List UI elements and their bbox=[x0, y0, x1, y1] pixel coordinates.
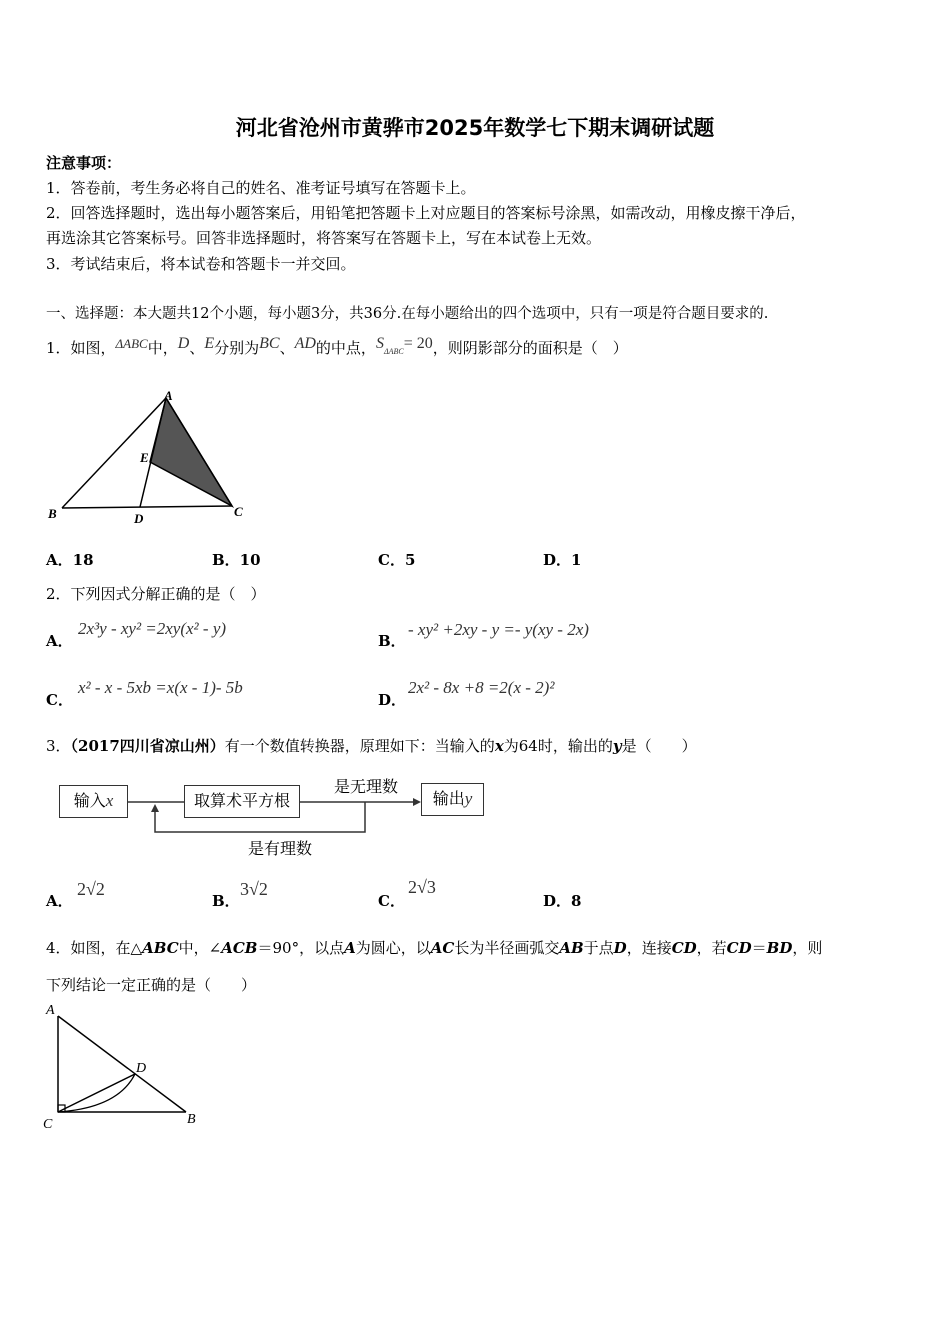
vertex-label-a: A bbox=[46, 1003, 55, 1018]
side-bc bbox=[62, 506, 232, 508]
flow-output-box: 输出y bbox=[421, 783, 484, 816]
segment-cd bbox=[58, 1074, 135, 1112]
question-3-option-a-label[interactable]: A． bbox=[46, 892, 73, 910]
vertex-label-e: E bbox=[140, 450, 149, 465]
question-2-option-d-expr: 2x² - 8x +8 =2(x - 2)² bbox=[408, 678, 555, 697]
question-2-option-d-label[interactable]: D． bbox=[378, 691, 407, 709]
flow-label-irrational: 是无理数 bbox=[334, 777, 399, 796]
question-3-stem: 3．（2017四川省凉山州）有一个数值转换器，原理如下：当输入的x为64时，输出的y是（ ） bbox=[46, 737, 697, 755]
question-3-option-a-expr: 2√2 bbox=[77, 879, 105, 899]
notes-heading: 注意事项： bbox=[46, 154, 122, 172]
side-ab bbox=[62, 398, 166, 508]
question-1-option-c[interactable]: C．5 bbox=[378, 551, 416, 569]
question-2-option-b-label[interactable]: B． bbox=[378, 632, 406, 650]
vertex-label-b: B bbox=[187, 1112, 196, 1127]
page-title: 河北省沧州市黄骅市2025年数学七下期末调研试题 bbox=[235, 116, 715, 140]
question-1-figure bbox=[46, 388, 256, 528]
vertex-label-d: D bbox=[134, 511, 144, 526]
vertex-label-b: B bbox=[48, 506, 57, 521]
question-4-stem-line-1: 4．如图，在△ABC中，∠ACB＝90°，以点A为圆心，以AC长为半径画弧交AB于点D，连接CD，若CD＝BD，则 bbox=[46, 939, 823, 957]
notes-item-1: 1．答卷前，考生务必将自己的姓名、准考证号填写在答题卡上。 bbox=[46, 179, 476, 197]
question-2-option-c-expr: x² - x - 5xb =x(x - 1)- 5b bbox=[78, 678, 243, 697]
question-4-stem-line-2: 下列结论一定正确的是（ ） bbox=[46, 976, 257, 994]
question-1-option-d[interactable]: D．1 bbox=[543, 551, 582, 569]
question-2-stem: 2．下列因式分解正确的是（ ） bbox=[46, 585, 266, 603]
question-3-option-b-label[interactable]: B． bbox=[212, 892, 240, 910]
flow-label-rational: 是有理数 bbox=[248, 839, 313, 858]
flow-input-box: 输入x bbox=[59, 785, 128, 818]
vertex-label-c: C bbox=[234, 504, 243, 519]
question-4-figure bbox=[40, 1000, 210, 1135]
question-3-option-c-label[interactable]: C． bbox=[378, 892, 405, 910]
notes-item-2-cont: 再选涂其它答案标号。回答非选择题时，将答案写在答题卡上，写在本试卷上无效。 bbox=[46, 229, 602, 247]
question-3-option-c-expr: 2√3 bbox=[408, 877, 436, 897]
question-1-stem: 1．如图，ΔABC中，D、E分别为BC、AD的中点，$S_{\Delta ABC}= 20$，则阴影部分的面积是（ ） bbox=[46, 335, 628, 357]
question-2-option-a-label[interactable]: A． bbox=[46, 632, 73, 650]
question-2-option-b-expr: - xy² +2xy - y =- y(xy - 2x) bbox=[408, 620, 589, 639]
question-3-option-b-expr: 3√2 bbox=[240, 879, 268, 899]
question-2-option-a-expr: 2x³y - xy² =2xy(x² - y) bbox=[78, 619, 227, 638]
section-heading: 一、选择题：本大题共12个小题，每小题3分，共36分.在每小题给出的四个选项中，只有一项是符合题目要求的. bbox=[46, 306, 769, 322]
vertex-label-c: C bbox=[43, 1117, 53, 1132]
flow-process-box: 取算术平方根 bbox=[184, 785, 300, 818]
question-1-option-a[interactable]: A．18 bbox=[46, 551, 94, 569]
question-2-option-c-label[interactable]: C． bbox=[46, 691, 73, 709]
notes-item-2: 2．回答选择题时，选出每小题答案后，用铅笔把答题卡上对应题目的答案标号涂黑，如需改动，用橡皮擦干净后， bbox=[46, 204, 806, 222]
vertex-label-a: A bbox=[164, 388, 173, 403]
side-ab bbox=[58, 1016, 186, 1112]
question-1-option-b[interactable]: B．10 bbox=[212, 551, 261, 569]
notes-item-3: 3．考试结束后，将本试卷和答题卡一并交回。 bbox=[46, 255, 356, 273]
vertex-label-d: D bbox=[136, 1061, 147, 1076]
question-3-option-d[interactable]: D．8 bbox=[543, 892, 582, 910]
